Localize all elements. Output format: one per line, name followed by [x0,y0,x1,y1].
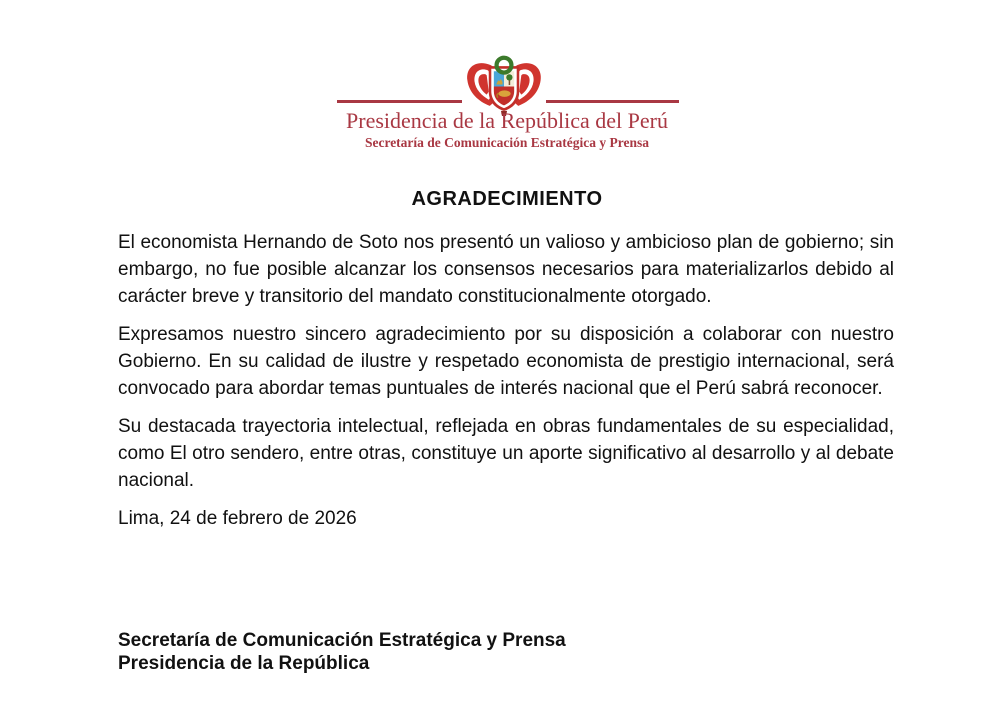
signature-block [118,629,566,675]
signature-line-2: Presidencia de la República [118,653,370,674]
document-body [118,229,894,532]
dateline: Lima, 24 de febrero de 2026 [118,508,357,529]
letterhead-rule-left [337,100,462,103]
letterhead-rule-right [546,100,679,103]
org-name: Presidencia de la República del Perú [346,108,668,133]
org-subtitle: Secretaría de Comunicación Estratégica y Prensa [364,135,650,150]
paragraph-1: El economista Hernando de Soto nos presentó un valioso y ambicioso plan de gobierno; sin embargo, no fue posible alcanzar los consensos necesarios para materializarlos debido al carácter breve y transitorio del mandato constitucionalmente otorgado. [118,232,894,307]
signature-line-1: Secretaría de Comunicación Estratégica y Prensa [118,630,566,651]
paragraph-2: Expresamos nuestro sincero agradecimiento por su disposición a colaborar con nuestro Gobierno. En su calidad de ilustre y respetado economista de prestigio internacional, será convocado para abordar temas puntuales de interés nacional que el Perú sabrá reconocer. [118,324,894,399]
document-title: AGRADECIMIENTO [411,188,603,210]
paragraph-3: Su destacada trayectoria intelectual, reflejada en obras fundamentales de su especialidad, como El otro sendero, entre otras, constituye un aporte significativo al desarrollo y al debate nacional. [118,416,894,491]
